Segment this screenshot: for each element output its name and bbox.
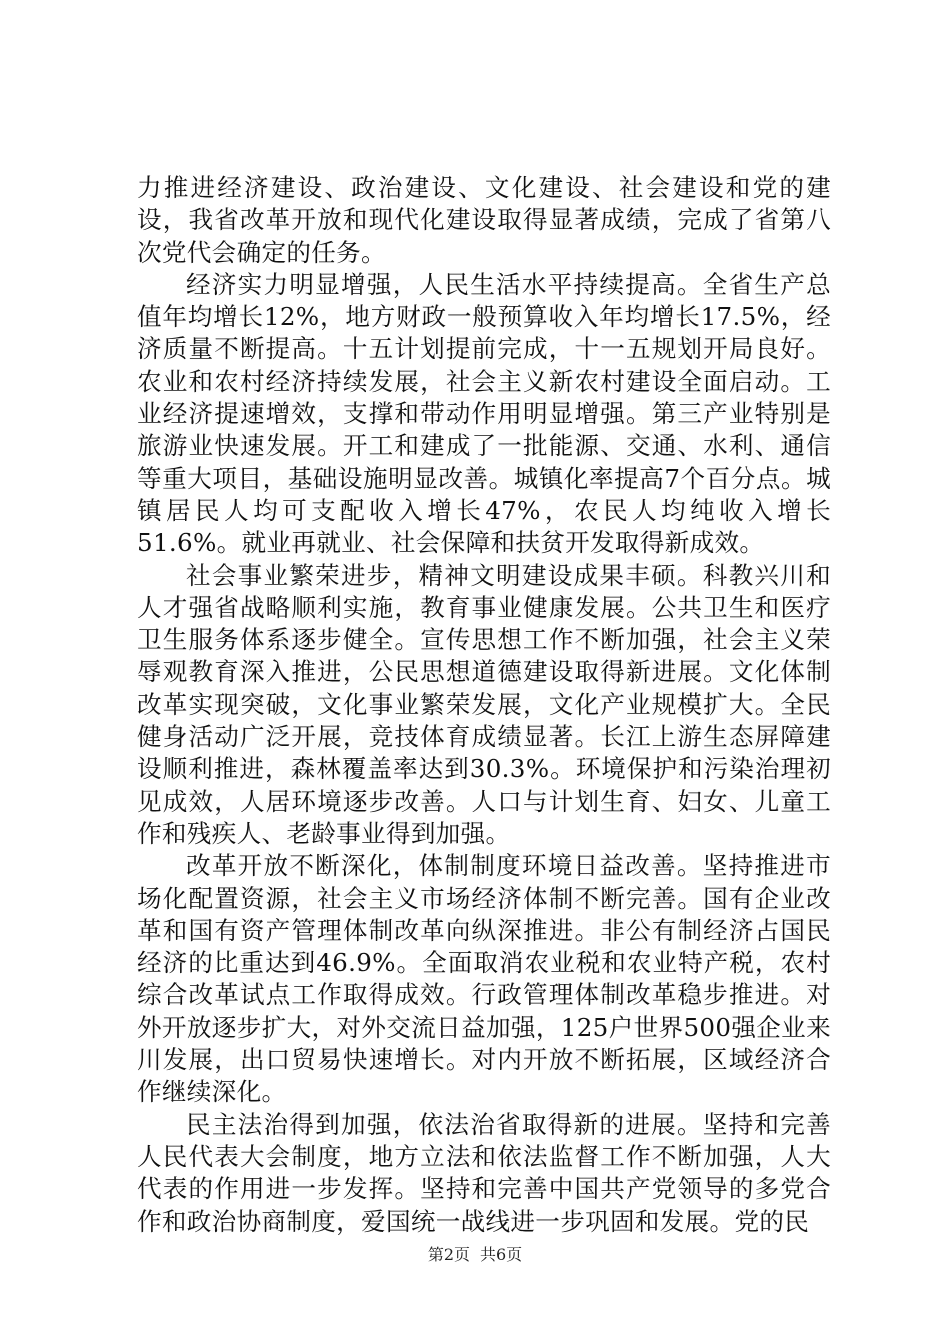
paragraph-society: 社会事业繁荣进步，精神文明建设成果丰硕。科教兴川和人才强省战略顺利实施，教育事业健康发展。公共卫生和医疗卫生服务体系逐步健全。宣传思想工作不断加强，社会主义荣辱观教育深入推进，公民思想道德建设取得新进展。文化体制改革实现突破，文化事业繁荣发展，文化产业规模扩大。全民健身活动广泛开展，竞技体育成绩显著。长江上游生态屏障建设顺利推进，森林覆盖率达到30.3%。环境保护和污染治理初见成效，人居环境逐步改善。人口与计划生育、妇女、儿童工作和残疾人、老龄事业得到加强。 [137, 560, 831, 848]
document-body [137, 172, 831, 1238]
page-footer [0, 1242, 950, 1265]
paragraph-democracy: 民主法治得到加强，依法治省取得新的进展。坚持和完善人民代表大会制度，地方立法和依法监督工作不断加强，人大代表的作用进一步发挥。坚持和完善中国共产党领导的多党合作和政治协商制度，爱国统一战线进一步巩固和发展。党的民 [137, 1109, 831, 1236]
page-number: 第2页 [427, 1245, 470, 1264]
paragraph-economy: 经济实力明显增强，人民生活水平持续提高。全省生产总值年均增长12%，地方财政一般预算收入年均增长17.5%，经济质量不断提高。十五计划提前完成，十一五规划开局良好。农业和农村经济持续发展，社会主义新农村建设全面启动。工业经济提速增效，支撑和带动作用明显增强。第三产业特别是旅游业快速发展。开工和建成了一批能源、交通、水利、通信等重大项目，基础设施明显改善。城镇化率提高7个百分点。城镇居民人均可支配收入增长47%，农民人均纯收入增长51.6%。就业再就业、社会保障和扶贫开发取得新成效。 [137, 269, 831, 558]
paragraph-reform: 改革开放不断深化，体制制度环境日益改善。坚持推进市场化配置资源，社会主义市场经济体制不断完善。国有企业改革和国有资产管理体制改革向纵深推进。非公有制经济占国民经济的比重达到46.9%。全面取消农业税和农业特产税，农村综合改革试点工作取得成效。行政管理体制改革稳步推进。对外开放逐步扩大，对外交流日益加强，125户世界500强企业来川发展，出口贸易快速增长。对内开放不断拓展，区域经济合作继续深化。 [137, 851, 831, 1107]
page-total: 共6页 [480, 1245, 523, 1264]
paragraph-continuation: 力推进经济建设、政治建设、文化建设、社会建设和党的建设，我省改革开放和现代化建设取得显著成绩，完成了省第八次党代会确定的任务。 [137, 173, 831, 267]
